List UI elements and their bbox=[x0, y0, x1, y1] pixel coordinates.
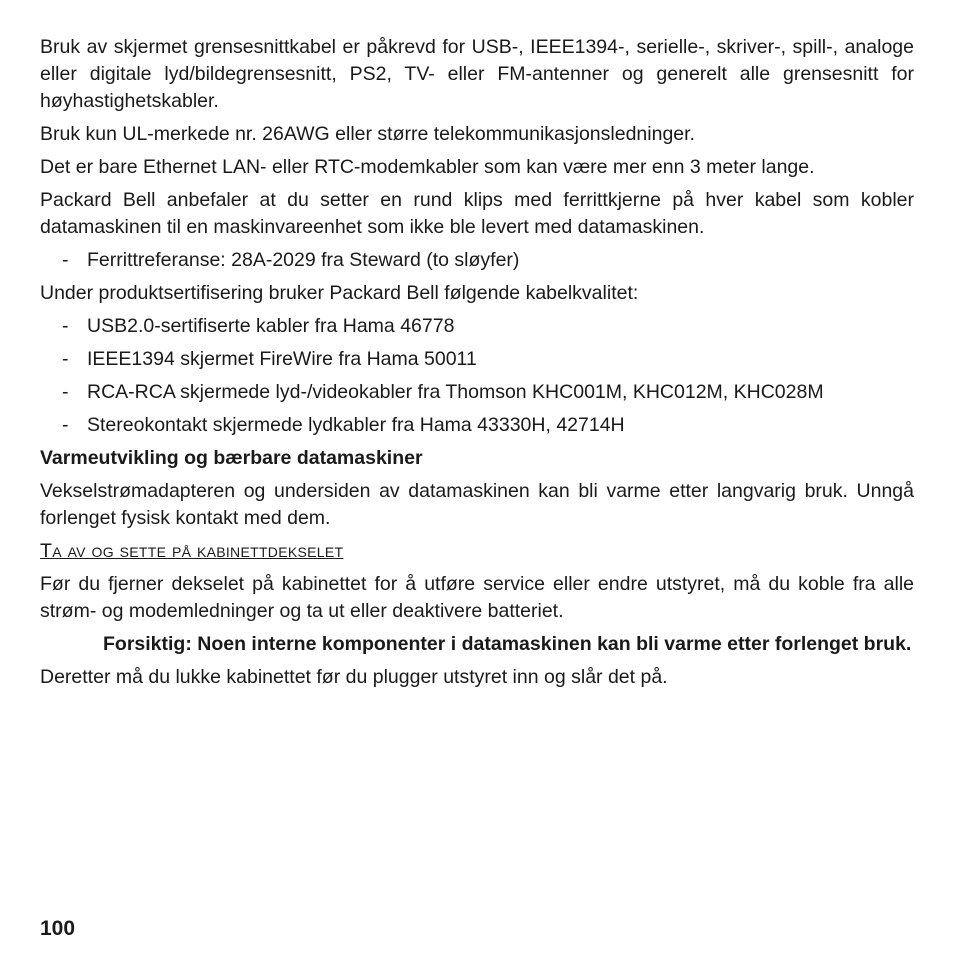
paragraph-certification: Under produktsertifisering bruker Packard Bell følgende kabelkvalitet: bbox=[40, 282, 639, 304]
page-number: 100 bbox=[40, 917, 76, 940]
list-item bbox=[40, 346, 914, 373]
list-item-text: IEEE1394 skjermet FireWire fra Hama 50011 bbox=[87, 348, 477, 370]
section-title: Ta av og sette på kabinettdekselet bbox=[40, 540, 344, 562]
paragraph-close-cabinet: Deretter må du lukke kabinettet før du plugger utstyret inn og slår det på. bbox=[40, 666, 668, 688]
paragraph-remove-cover: Før du fjerner dekselet på kabinettet for å utføre service eller endre utstyret, må du koble fra alle strøm- og modemledninger og ta ut eller deaktivere batteriet. bbox=[40, 573, 914, 622]
paragraph-heat-warning: Vekselstrømadapteren og undersiden av datamaskinen kan bli varme etter langvarig bruk. Unngå forlenget fysisk kontakt med dem. bbox=[40, 480, 914, 529]
document-page bbox=[40, 34, 914, 697]
list-item bbox=[40, 247, 914, 274]
bullet-dash: - bbox=[62, 348, 69, 370]
paragraph-shielded-cable: Bruk av skjermet grensesnittkabel er påkrevd for USB-, IEEE1394-, serielle-, skriver-, spill-, analoge eller digitale lyd/bildegrensesnitt, PS2, TV- eller FM-antenner og generelt alle grensesnitt for høyhastighetskabler. bbox=[40, 36, 914, 112]
bullet-dash: - bbox=[62, 414, 69, 436]
list-item-text: Ferrittreferanse: 28A-2029 fra Steward (to sløyfer) bbox=[87, 249, 520, 271]
caution-note: Forsiktig: Noen interne komponenter i datamaskinen kan bli varme etter forlenget bruk. bbox=[103, 633, 912, 655]
ferrite-list bbox=[40, 247, 914, 274]
paragraph-ethernet-length: Det er bare Ethernet LAN- eller RTC-modemkabler som kan være mer enn 3 meter lange. bbox=[40, 156, 815, 178]
list-item bbox=[40, 412, 914, 439]
paragraph-ul-cables: Bruk kun UL-merkede nr. 26AWG eller større telekommunikasjonsledninger. bbox=[40, 123, 695, 145]
bullet-dash: - bbox=[62, 249, 69, 271]
list-item bbox=[40, 313, 914, 340]
subheading-heat: Varmeutvikling og bærbare datamaskiner bbox=[40, 447, 423, 469]
bullet-dash: - bbox=[62, 315, 69, 337]
list-item-text: USB2.0-sertifiserte kabler fra Hama 46778 bbox=[87, 315, 455, 337]
bullet-dash: - bbox=[62, 381, 69, 403]
cable-list bbox=[40, 313, 914, 439]
list-item-text: RCA-RCA skjermede lyd-/videokabler fra Thomson KHC001M, KHC012M, KHC028M bbox=[87, 381, 824, 403]
list-item bbox=[40, 379, 914, 406]
paragraph-ferrite-clip: Packard Bell anbefaler at du setter en rund klips med ferrittkjerne på hver kabel som kobler datamaskinen til en maskinvareenhet som ikke ble levert med datamaskinen. bbox=[40, 189, 914, 238]
list-item-text: Stereokontakt skjermede lydkabler fra Hama 43330H, 42714H bbox=[87, 414, 625, 436]
